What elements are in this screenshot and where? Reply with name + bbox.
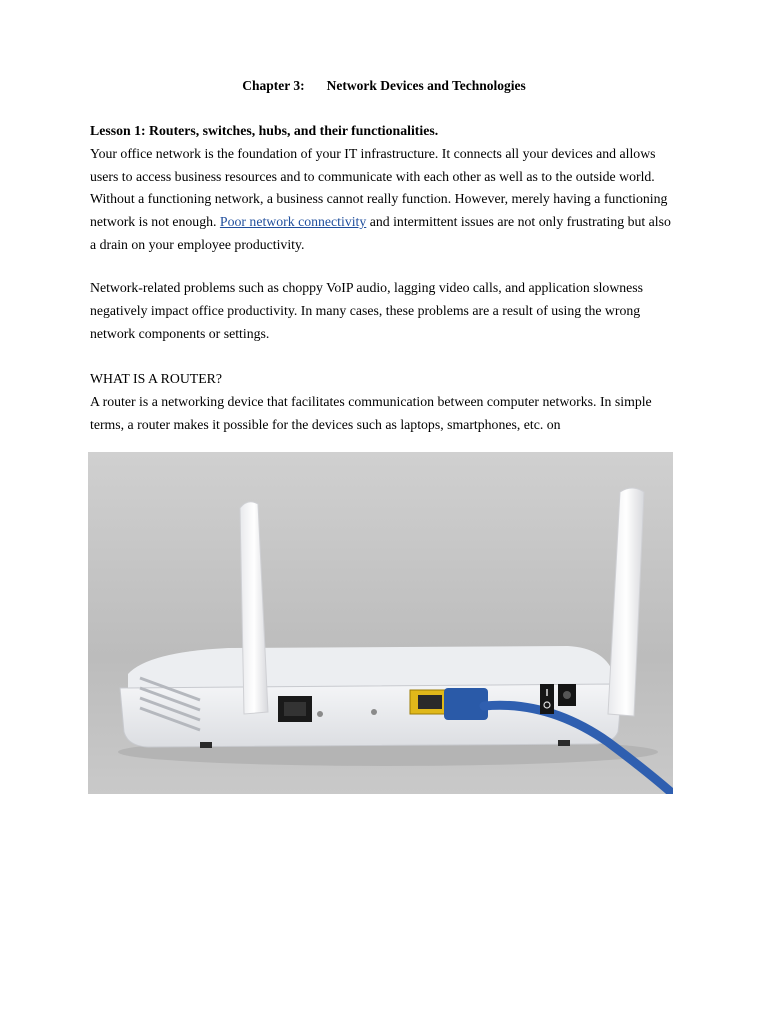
network-problems-paragraph: Network-related problems such as choppy VoIP audio, lagging video calls, and application slowness negatively impact office productivity. In many cases, these problems are a result of using the wrong network components or settings. bbox=[90, 280, 644, 341]
intro-text-after-link: and intermittent issues are not only frustrating but also a drain on your employee productivity. bbox=[90, 214, 671, 252]
poor-network-connectivity-link[interactable]: Poor network connectivity bbox=[219, 214, 367, 230]
chapter-label: Chapter 3: bbox=[242, 78, 305, 93]
lesson-heading: Lesson 1: Routers, switches, hubs, and their functionalities. bbox=[90, 123, 439, 138]
lesson-intro-paragraph bbox=[90, 143, 680, 257]
chapter-name: Network Devices and Technologies bbox=[326, 78, 526, 93]
router-photo bbox=[88, 452, 673, 794]
chapter-title bbox=[0, 78, 768, 94]
router-description: A router is a networking device that facilitates communication between computer networks. In simple terms, a router makes it possible for the devices such as laptops, smartphones, etc. on bbox=[90, 393, 652, 432]
intro-text-before-link: Your office network is the foundation of your IT infrastructure. It connects all your devices and allows users to access business resources and to communicate with each other as well as to the outside world. Without a functioning network, a business cannot really function. However, merely having a functioning network is not enough. bbox=[90, 145, 668, 230]
router-heading: WHAT IS A ROUTER? bbox=[90, 371, 222, 386]
lesson-section bbox=[90, 120, 680, 257]
router-section bbox=[90, 368, 680, 436]
router-illustration bbox=[88, 452, 673, 794]
power-switch-icon bbox=[540, 684, 554, 714]
